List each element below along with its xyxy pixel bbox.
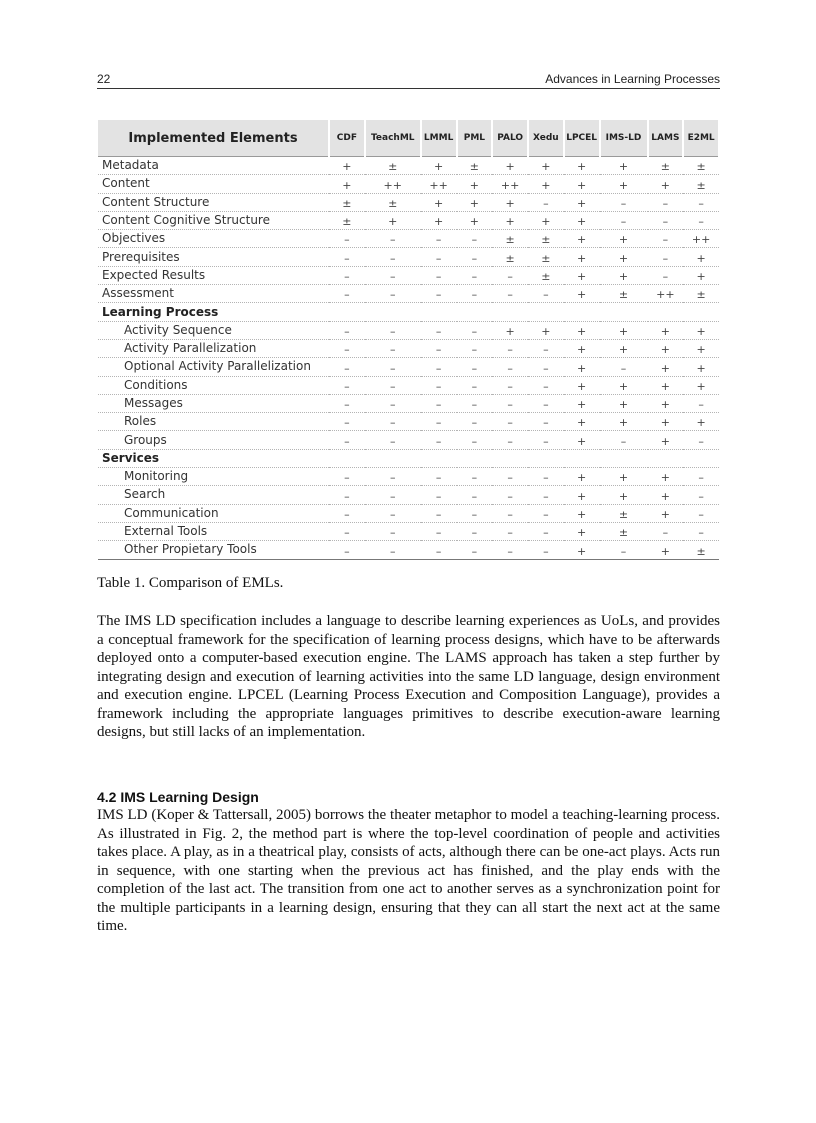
rating-cell: ± <box>365 193 421 211</box>
rating-cell <box>457 449 493 467</box>
table-row <box>98 358 719 376</box>
rating-cell: + <box>564 175 600 193</box>
rating-cell <box>600 303 648 321</box>
rating-cell: – <box>528 504 564 522</box>
rating-cell <box>648 303 684 321</box>
rating-cell: – <box>421 413 457 431</box>
rating-cell <box>457 303 493 321</box>
rating-cell: – <box>365 339 421 357</box>
row-label: Communication <box>98 504 329 522</box>
column-header-ims-ld: IMS-LD <box>600 120 648 157</box>
rating-cell <box>329 303 365 321</box>
rating-cell: – <box>329 248 365 266</box>
rating-cell: – <box>492 431 528 449</box>
rating-cell: – <box>648 248 684 266</box>
rating-cell <box>365 303 421 321</box>
rating-cell: – <box>329 431 365 449</box>
rating-cell: – <box>329 339 365 357</box>
rating-cell: + <box>648 468 684 486</box>
rating-cell: – <box>329 486 365 504</box>
rating-cell: ± <box>648 157 684 175</box>
rating-cell: + <box>600 175 648 193</box>
rating-cell: – <box>457 468 493 486</box>
row-label: Assessment <box>98 285 329 303</box>
column-header-cdf: CDF <box>329 120 365 157</box>
rating-cell: – <box>528 431 564 449</box>
row-label: Roles <box>98 413 329 431</box>
rating-cell: + <box>564 413 600 431</box>
row-label: External Tools <box>98 522 329 540</box>
body-paragraph-1: The IMS LD specification includes a language to describe learning experiences as UoLs, and provides a conceptual framework for the specification of learning process designs, which have to be afterwards deployed onto a computer-based execution engine. The LAMS approach has taken a step further by integrating design and execution of learning activities into the same LD language, design environment and execution engine. LPCEL (Learning Process Execution and Composition Language), provides a framework including the appropriate languages primitives to describe execution-aware learning designs, but still lacks of an implementation. <box>97 613 720 740</box>
rating-cell: ± <box>683 157 719 175</box>
rating-cell: – <box>683 486 719 504</box>
rating-cell: – <box>492 358 528 376</box>
rating-cell: – <box>421 522 457 540</box>
rating-cell: – <box>365 230 421 248</box>
rating-cell <box>528 449 564 467</box>
row-label: Content Structure <box>98 193 329 211</box>
rating-cell: + <box>528 157 564 175</box>
rating-cell: – <box>457 339 493 357</box>
rating-cell: – <box>528 285 564 303</box>
rating-cell: + <box>457 211 493 229</box>
row-label: Expected Results <box>98 266 329 284</box>
rating-cell: + <box>648 431 684 449</box>
rating-cell: ± <box>365 157 421 175</box>
table-row <box>98 486 719 504</box>
rating-cell <box>329 449 365 467</box>
rating-cell <box>683 303 719 321</box>
rating-cell: ++ <box>683 230 719 248</box>
rating-cell: + <box>492 193 528 211</box>
rating-cell: – <box>365 266 421 284</box>
row-label: Services <box>98 449 329 467</box>
rating-cell: + <box>600 394 648 412</box>
rating-cell: – <box>421 376 457 394</box>
rating-cell: – <box>492 339 528 357</box>
rating-cell: – <box>365 376 421 394</box>
rating-cell: + <box>564 394 600 412</box>
rating-cell: – <box>683 522 719 540</box>
rating-cell: + <box>564 522 600 540</box>
rating-cell: + <box>564 358 600 376</box>
page-number: 22 <box>97 72 111 86</box>
rating-cell: – <box>600 211 648 229</box>
table-row <box>98 285 719 303</box>
table-row <box>98 230 719 248</box>
rating-cell: – <box>683 211 719 229</box>
table-row <box>98 157 719 175</box>
rating-cell: + <box>421 157 457 175</box>
rating-cell: – <box>457 431 493 449</box>
rating-cell: + <box>648 504 684 522</box>
rating-cell: + <box>329 175 365 193</box>
rating-cell: + <box>600 248 648 266</box>
rating-cell: – <box>492 285 528 303</box>
rating-cell: + <box>492 157 528 175</box>
rating-cell: – <box>457 266 493 284</box>
row-label: Optional Activity Parallelization <box>98 358 329 376</box>
rating-cell: ± <box>600 285 648 303</box>
row-label: Groups <box>98 431 329 449</box>
rating-cell: – <box>421 248 457 266</box>
row-label: Objectives <box>98 230 329 248</box>
rating-cell: – <box>648 522 684 540</box>
rating-cell: – <box>492 541 528 559</box>
rating-cell: ± <box>457 157 493 175</box>
column-header-lmml: LMML <box>421 120 457 157</box>
rating-cell: – <box>648 193 684 211</box>
rating-cell: – <box>457 321 493 339</box>
rating-cell: + <box>564 339 600 357</box>
rating-cell: – <box>457 248 493 266</box>
rating-cell: ++ <box>492 175 528 193</box>
rating-cell: – <box>492 266 528 284</box>
rating-cell: – <box>600 541 648 559</box>
rating-cell: – <box>492 522 528 540</box>
rating-cell: – <box>421 541 457 559</box>
rating-cell: + <box>564 266 600 284</box>
rating-cell: – <box>492 376 528 394</box>
rating-cell: + <box>365 211 421 229</box>
rating-cell: – <box>600 193 648 211</box>
rating-cell: – <box>365 468 421 486</box>
rating-cell: + <box>648 339 684 357</box>
rating-cell: + <box>564 486 600 504</box>
row-label: Content Cognitive Structure <box>98 211 329 229</box>
rating-cell: ± <box>528 230 564 248</box>
rating-cell: – <box>365 321 421 339</box>
rating-cell: – <box>421 321 457 339</box>
rating-cell: + <box>564 157 600 175</box>
section-heading: 4.2 IMS Learning Design <box>97 789 259 805</box>
rating-cell: – <box>648 211 684 229</box>
rating-cell: + <box>683 321 719 339</box>
rating-cell: + <box>683 358 719 376</box>
rating-cell: – <box>528 358 564 376</box>
rating-cell: – <box>528 339 564 357</box>
rating-cell: – <box>457 522 493 540</box>
rating-cell: + <box>528 321 564 339</box>
rating-cell <box>492 303 528 321</box>
rating-cell: + <box>683 248 719 266</box>
rating-cell <box>421 449 457 467</box>
rating-cell: ± <box>683 175 719 193</box>
rating-cell: + <box>492 321 528 339</box>
rating-cell: – <box>492 468 528 486</box>
rating-cell: + <box>528 175 564 193</box>
rating-cell: ± <box>329 211 365 229</box>
rating-cell: + <box>457 193 493 211</box>
rating-cell: + <box>600 157 648 175</box>
rating-cell: + <box>600 413 648 431</box>
rating-cell: + <box>600 230 648 248</box>
rating-cell: + <box>683 413 719 431</box>
rating-cell <box>492 449 528 467</box>
column-header-pml: PML <box>457 120 493 157</box>
rating-cell: – <box>329 358 365 376</box>
rating-cell: + <box>600 376 648 394</box>
rating-cell: – <box>600 431 648 449</box>
rating-cell: – <box>421 339 457 357</box>
table-row <box>98 413 719 431</box>
table-section-row <box>98 303 719 321</box>
rating-cell: – <box>365 394 421 412</box>
table-row <box>98 504 719 522</box>
table-row <box>98 266 719 284</box>
table-header-row <box>98 120 719 157</box>
rating-cell: – <box>329 376 365 394</box>
rating-cell: – <box>528 376 564 394</box>
rating-cell: ± <box>683 285 719 303</box>
rating-cell: – <box>683 193 719 211</box>
table-caption: Table 1. Comparison of EMLs. <box>97 575 284 591</box>
rating-cell: ± <box>683 541 719 559</box>
page-header <box>97 70 720 89</box>
rating-cell: – <box>528 468 564 486</box>
rating-cell: – <box>457 504 493 522</box>
rating-cell: + <box>648 376 684 394</box>
table-row <box>98 248 719 266</box>
column-header-lams: LAMS <box>648 120 684 157</box>
rating-cell: – <box>648 266 684 284</box>
rating-cell: – <box>683 504 719 522</box>
rating-cell: + <box>600 321 648 339</box>
rating-cell <box>365 449 421 467</box>
rating-cell: – <box>421 504 457 522</box>
table-row <box>98 431 719 449</box>
rating-cell: – <box>683 468 719 486</box>
rating-cell: + <box>600 266 648 284</box>
rating-cell: + <box>564 468 600 486</box>
rating-cell: + <box>564 431 600 449</box>
table-row <box>98 339 719 357</box>
table-row <box>98 394 719 412</box>
column-header-e2ml: E2ML <box>683 120 719 157</box>
rating-cell: – <box>329 394 365 412</box>
rating-cell: ++ <box>365 175 421 193</box>
rating-cell: + <box>421 193 457 211</box>
rating-cell: – <box>421 230 457 248</box>
rating-cell: – <box>528 486 564 504</box>
rating-cell: + <box>600 468 648 486</box>
rating-cell: – <box>329 522 365 540</box>
rating-cell: – <box>457 376 493 394</box>
rating-cell: – <box>365 248 421 266</box>
rating-cell: + <box>648 486 684 504</box>
rating-cell: – <box>365 486 421 504</box>
rating-cell <box>564 303 600 321</box>
rating-cell: ± <box>492 248 528 266</box>
rating-cell: – <box>457 394 493 412</box>
rating-cell <box>600 449 648 467</box>
table-row <box>98 193 719 211</box>
row-label: Search <box>98 486 329 504</box>
rating-cell: + <box>648 175 684 193</box>
row-label: Prerequisites <box>98 248 329 266</box>
rating-cell <box>528 303 564 321</box>
rating-cell: – <box>329 321 365 339</box>
rating-cell: + <box>600 486 648 504</box>
column-header-palo: PALO <box>492 120 528 157</box>
rating-cell: + <box>564 541 600 559</box>
rating-cell: – <box>683 431 719 449</box>
rating-cell: – <box>528 522 564 540</box>
rating-cell: – <box>648 230 684 248</box>
rating-cell: – <box>329 541 365 559</box>
rating-cell: – <box>421 358 457 376</box>
rating-cell: – <box>421 266 457 284</box>
rating-cell: – <box>492 504 528 522</box>
rating-cell: ± <box>492 230 528 248</box>
rating-cell: ± <box>528 248 564 266</box>
rating-cell: – <box>600 358 648 376</box>
rating-cell: + <box>564 321 600 339</box>
rating-cell: + <box>564 248 600 266</box>
table-row <box>98 211 719 229</box>
rating-cell: – <box>492 486 528 504</box>
row-label: Metadata <box>98 157 329 175</box>
rating-cell: – <box>457 230 493 248</box>
rating-cell: + <box>600 339 648 357</box>
rating-cell <box>683 449 719 467</box>
rating-cell: + <box>683 266 719 284</box>
rating-cell: + <box>564 376 600 394</box>
rating-cell: + <box>648 541 684 559</box>
table-row <box>98 321 719 339</box>
table-row <box>98 175 719 193</box>
table-section-row <box>98 449 719 467</box>
table-row <box>98 376 719 394</box>
rating-cell: – <box>365 504 421 522</box>
rating-cell: – <box>421 394 457 412</box>
column-header-teachml: TeachML <box>365 120 421 157</box>
rating-cell: – <box>329 413 365 431</box>
rating-cell: – <box>329 468 365 486</box>
rating-cell <box>421 303 457 321</box>
rating-cell: – <box>421 431 457 449</box>
row-label: Activity Parallelization <box>98 339 329 357</box>
rating-cell: + <box>683 339 719 357</box>
column-header-elements: Implemented Elements <box>98 120 329 157</box>
rating-cell: – <box>457 486 493 504</box>
rating-cell: – <box>365 541 421 559</box>
rating-cell <box>564 449 600 467</box>
column-header-xedu: Xedu <box>528 120 564 157</box>
rating-cell: – <box>528 413 564 431</box>
rating-cell: – <box>457 285 493 303</box>
rating-cell: ++ <box>421 175 457 193</box>
rating-cell: + <box>329 157 365 175</box>
rating-cell: – <box>492 394 528 412</box>
row-label: Messages <box>98 394 329 412</box>
eml-comparison-table <box>98 120 720 560</box>
rating-cell: + <box>421 211 457 229</box>
rating-cell: – <box>457 541 493 559</box>
rating-cell: + <box>564 211 600 229</box>
rating-cell: + <box>528 211 564 229</box>
rating-cell: – <box>329 230 365 248</box>
rating-cell <box>648 449 684 467</box>
rating-cell: + <box>648 321 684 339</box>
rating-cell: ± <box>600 504 648 522</box>
rating-cell: – <box>329 504 365 522</box>
row-label: Content <box>98 175 329 193</box>
table-row <box>98 541 719 559</box>
rating-cell: – <box>365 522 421 540</box>
rating-cell: – <box>457 413 493 431</box>
rating-cell: ± <box>600 522 648 540</box>
rating-cell: – <box>683 394 719 412</box>
rating-cell: – <box>365 431 421 449</box>
rating-cell: – <box>492 413 528 431</box>
row-label: Other Propietary Tools <box>98 541 329 559</box>
rating-cell: + <box>492 211 528 229</box>
rating-cell: – <box>421 486 457 504</box>
rating-cell: – <box>421 468 457 486</box>
rating-cell: + <box>648 358 684 376</box>
rating-cell: ± <box>329 193 365 211</box>
rating-cell: – <box>528 193 564 211</box>
running-title: Advances in Learning Processes <box>545 72 720 86</box>
rating-cell: + <box>564 193 600 211</box>
rating-cell: + <box>683 376 719 394</box>
table-row <box>98 468 719 486</box>
row-label: Monitoring <box>98 468 329 486</box>
rating-cell: – <box>421 285 457 303</box>
rating-cell: – <box>528 394 564 412</box>
rating-cell: + <box>648 394 684 412</box>
rating-cell: – <box>528 541 564 559</box>
rating-cell: + <box>564 230 600 248</box>
rating-cell: – <box>365 285 421 303</box>
column-header-lpcel: LPCEL <box>564 120 600 157</box>
rating-cell: + <box>564 285 600 303</box>
rating-cell: ± <box>528 266 564 284</box>
row-label: Conditions <box>98 376 329 394</box>
rating-cell: – <box>365 358 421 376</box>
rating-cell: + <box>457 175 493 193</box>
row-label: Activity Sequence <box>98 321 329 339</box>
table-row <box>98 522 719 540</box>
rating-cell: – <box>329 285 365 303</box>
body-paragraph-2: IMS LD (Koper & Tattersall, 2005) borrows the theater metaphor to model a teaching-learning process. As illustrated in Fig. 2, the method part is where the top-level coordination of people and activities takes place. A play, as in a theatrical play, consists of acts, although there can be one-act plays. Acts run in sequence, with one starting when the previous act has finished, and the play ends with the completion of the last act. The transition from one act to another serves as a synchronization point for the multiple participants in a learning design, ensuring that they can all start the next act at the same time. <box>97 807 720 934</box>
rating-cell: + <box>648 413 684 431</box>
rating-cell: + <box>564 504 600 522</box>
rating-cell: – <box>329 266 365 284</box>
rating-cell: ++ <box>648 285 684 303</box>
rating-cell: – <box>457 358 493 376</box>
row-label: Learning Process <box>98 303 329 321</box>
rating-cell: – <box>365 413 421 431</box>
